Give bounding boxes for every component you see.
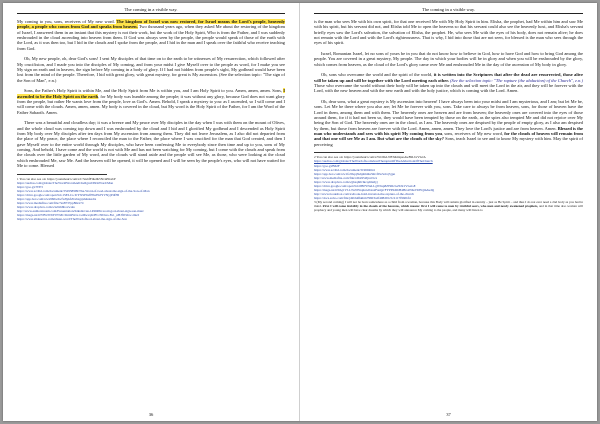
bold-text: for the clouds of heaven will remain from and that one will see Me as I am. But what are the clouds of the sky? <box>314 131 583 142</box>
footnote-link[interactable]: https://www.dropbox.com/s/xzbth6bovwulo <box>17 205 76 210</box>
paragraph: Oh, dear sons, what a great mystery is My ascension into heaven! I have always been into your midst and I am mysterious, and I am; but let Me be, sons. Let Me be there where you also are; let Me be forever with you, sons. Take care to always be from heaven, sons, for those of heaven have the Lord in them, among them and with them. The heavenly ones are heaven and are from heaven; the heavenly ones are covered into the eyes of those around them, for if it had not been so, they would have been tempted by those on the earth, as the spies also tempted Me and did not rejoice over My being the Son of God. The heavenly ones are in the cloud, as I am. The heavenly ones are despised by the people of empty glory, as I also am despised by them, but those from heaven are forever with the Lord. Amen, amen, amen. They love the Lord's justice and are from heaven. Amen. Blessed is the man who understands and sees with his spirit My coming from you, sons, receivers of My new word, for the clouds of heaven will remain from and that one will see Me as I am. But what are the clouds of the sky? Sons, teach Israel to see and to know My mystery with him. May the spirit of perceiving <box>314 99 583 147</box>
footnote-link[interactable]: https://mega.nz/#!VBUW6Y0?!MJ-Shtn9Wsv-Gr0iwvqKIFCcNDws-Fu1_nHJfWxbw-OkcI <box>17 213 140 218</box>
footnote-divider <box>314 152 404 153</box>
footnote-link[interactable]: https://www.slideserve.com/ehsan-word/TheWordofGod-about-the-sign-of-the-Son <box>17 217 127 222</box>
page-body <box>17 19 285 221</box>
footnote-link[interactable]: https://audios.com/globale/ThoWorldWordAndChellgrubTRlzWord/Man <box>17 180 114 185</box>
footnote-line: 1 You can also see on: https://youtubeurl.com/s/C7zubfFdkdK5NvnEKsbP <box>17 176 116 181</box>
footnote-link[interactable]: https://goo.gl/B62F <box>314 163 340 168</box>
highlighted-text: The kingdom of Israel was now restored, for Israel means the Lord's people, heavenly people, a people who comes from God and speaks from heaven. <box>17 19 285 30</box>
footnote-link[interactable]: https://audios.com/globale/TheWordofGodAboutTherapturOfTheAbductionOfTheChurch <box>314 159 433 164</box>
footnote-link[interactable]: http://www.mediafire.com/file/vdbz952ljnvrbcz <box>314 175 378 180</box>
paragraph: Israel, Romanian Israel, let no sons of yours be in you that do not know how to believe in God, how to have God and how to bring God among the people. You are covered in a great mystery, My people. The day in which your bodies will be in glory and when you will be enshrouded by the glory, which comes from heaven, as the cloud of the Lord's glory came over Me and enshrouded Me in the day of the ascension of My body in glory. <box>314 51 583 67</box>
selection-topic-reference[interactable]: (See the selection topic: "The rapture (the abduction) of the Church", e.n.) <box>448 77 583 83</box>
book-spread <box>3 3 597 421</box>
footnote-link[interactable]: https://www.mediafire.com/file/7sn8737pp86zx7d <box>17 201 84 206</box>
page-number: 37 <box>446 412 451 417</box>
paragraph: is the man who sees Me with his own spirit, for that one received Me with My Holy Spirit in him. Elisha, the prophet, had Me within him and saw Me with his spirit, but his servant did not, and Elisha told Me to open the heavens so that his servant could also see the heavenly host, and Elisha's servant briefly eyes saw the Lord's salvation, the salvation of Elisha, the prophet. He, who sees Me with the eyes of his body, does not remain alive; he does not remain with the Lord and with the Lord's righteousness. That is why, I hid into those that are not seen, for blessed is the man who sees through the eyes of his spirit. <box>314 19 583 46</box>
footnote-link[interactable]: https://www.scribd.com/document/352958999/The-Word-of-God-about-the-sign-of-the-Son-of-Man <box>17 188 150 193</box>
footnote-link[interactable]: https://drive.google.com/open?id=1SELCs-TrYXSPhvfP8wEhJYVNyjPdfHI <box>17 192 119 197</box>
page-number: 36 <box>148 412 154 417</box>
paragraph: Oh, My new people, oh, dear God's sons! I sent My disciples of that time on to the earth to be witnesses of My resurrection, which followed after My crucifixion, and I made you into the disciples of My coming, and from your midst I give Myself over to the people as word, for I make you see My sign on earth and in heaven, the sign before My coming in a body of glory. If I had not hidden from people's sight, My godhead would have been lost from the mind of the people. Therefore, I hid with great glory, with great mystery, for great is My ascension. (See the selection topic: "The sign of the Son of Man", e.n.) <box>17 56 285 83</box>
footnote-link[interactable]: https://mega.nz/#!0Aj1VJ-LTwNNrqhsGJbzsxFsnQrrFYPPKDbH4Hrs2NhsVIJEQmAw0g <box>314 187 435 192</box>
footnotes <box>17 177 285 222</box>
footnote-link[interactable]: https://drive.google.com/open?id=0B0YNeLLgWbsp8ZHdlcGZUR1VGsGE <box>314 183 416 188</box>
left-page <box>3 3 300 421</box>
footnote-link[interactable]: https://goo.gl/JVE3 <box>17 184 43 189</box>
paragraph: Oh, sons who overcame the world and the spirit of the world, it is written into the Scriptures that after the dead are resurrected, those alive will be taken up and will be together with the Lord meeting each other. (See the selection topic: "The rapture (the abduction) of the Church", e.n.) Those who overcame the world without their body will be taken up into the clouds and will meet the Lord in the air, and they will be forever with the Lord, with the new heaven and with the new earth and with the holy justice, which is coming with the Lord. Amen. <box>314 72 583 94</box>
bold-text: Blessed is the man who understands and sees with his spirit My coming from you <box>314 125 583 137</box>
highlighted-text: I ascended to be the Holy Spirit on the earth <box>17 88 285 99</box>
footnote-link[interactable]: http://www.booksbox.com/s/ebook-hold-invasion-the-rapture-of-the-church <box>314 191 414 196</box>
footnote-3: 3 (My second coming) I will not be born somewhere as a child from a woman, because this Body will remain glorified in eternity – just as He Spirit – and thus I do not ever need a 2nd body as you had in mind. First I will come invisibly in the clouds of the heavens, which means: first I will come to men by truthful seers, who men and newly awakened prophets, and in that time also woman will prophecy and young men will have clear dreams by which they will announce My coming to the people, and many will listen to <box>314 199 583 213</box>
footnote-link[interactable]: https://docs.zoho.com/file/ja9bb4fhkbm79603a2f408db5c5c2117f9b0bfd <box>314 195 411 200</box>
footnote-link[interactable]: https://app.box.com/s/w1fo9bqq5khj4ml4u5ht1f0w5obq7gpn <box>314 171 396 176</box>
running-header: The coming in a visible way. <box>314 6 583 14</box>
footnote-link[interactable]: https://www.scribd.com/document/319604641 <box>314 167 376 172</box>
footnote-link[interactable]: https://www.dropbox.com/s/ghsqh6vlkcqdmtdyj <box>314 179 378 184</box>
paragraph: My coming to you, sons, receivers of My new word. The kingdom of Israel was now restored, for Israel means the Lord's people, heavenly people, a people who comes from God and speaks from heaven. Two thousand years ago, when they asked Me about the restoring of the kingdom of Israel, I answered them in an instant that this mystery is not their work, but the work of the Holy Spirit, Who is from the Father, and I was suddenly enshrouded in the cloud ascending into heaven from them. If God was always seen by the people, the people would speak of those of the earth with the Lord, as it was then too, but I hid in the clouds and I spoke from the people, and I hid in the man and I speak over the faithful who receive teaching from God. <box>17 19 285 51</box>
paragraph: Sons, the Father's Holy Spirit is within Me, and the Holy Spirit from Me is within you, and I am Holy Spirit to you. Amen, amen, amen. Sons, I ascended to be the Holy Spirit on the earth, for My body was humble among the people; it was without any glory, because God does not want glory from the people, but rather He wants love from the people, love as God's. Amen. Behold, I speak a mystery to you: as I ascended, so I will come and I will come with the clouds. Amen, amen, amen. My body is covered in the cloud, but My word is the Holy Spirit of the Father, for I am the Word of the Father Sabaoth. Amen. <box>17 88 286 115</box>
running-header: The coming in a visible way. <box>17 6 285 14</box>
page-body <box>314 19 583 212</box>
footnote-link[interactable]: http://www.authorstream.com/Presentation/Kiksilovan-1490484-word-god-about-sign-son-man/ <box>17 209 144 214</box>
footnote-link[interactable]: https://app.box.com/s/wz960wdwfw8ykf2bxbzgqxh4nkadrs <box>17 197 97 202</box>
paragraph: There was a beautiful and cloudless day; it was a breeze and My peace over My disciples in the day when I was with them on the mount of Olives, and the whole cloud was coming top down and I was enshrouded by the cloud and I hid and I glorified My godhead and I descended as Holy Spirit from My body over My disciples after ten days from My ascension from among them. They did not leave Jerusalem, as I also did not departed from the place of My peace, the place where I reconciled the man to the Father, the place where I was crucified for the man that God created, and then I gave Myself over to the entire world through My disciples, who have been confessing Me to everybody since then time and up to you, sons of My coming. And behold, I have come and the world is not with Me and has not been watching for My coming, but I come with the clouds and speak from the clouds over the little garden of My word, and the clouds will stand aside and the people will see Me, as those, who were looking at the cloud which enshrouded Me, saw Me. And the heaven will be opened, it will be opened and I will be seen by the people's eyes, who will not have waited for Me to come. Blessed <box>17 120 285 169</box>
footnote-divider <box>17 174 107 175</box>
footnote-line: 2 You can also see on: https://youtubeurl.com/s/WOIGLNE5&ldquoAw89LbvVGJA <box>314 155 426 160</box>
footnotes <box>314 155 583 212</box>
right-page <box>300 3 597 421</box>
bold-text: it is written into the Scriptures that after the dead are resurrected, those alive will be taken up and will be together with the Lord meeting each other. <box>314 72 583 83</box>
